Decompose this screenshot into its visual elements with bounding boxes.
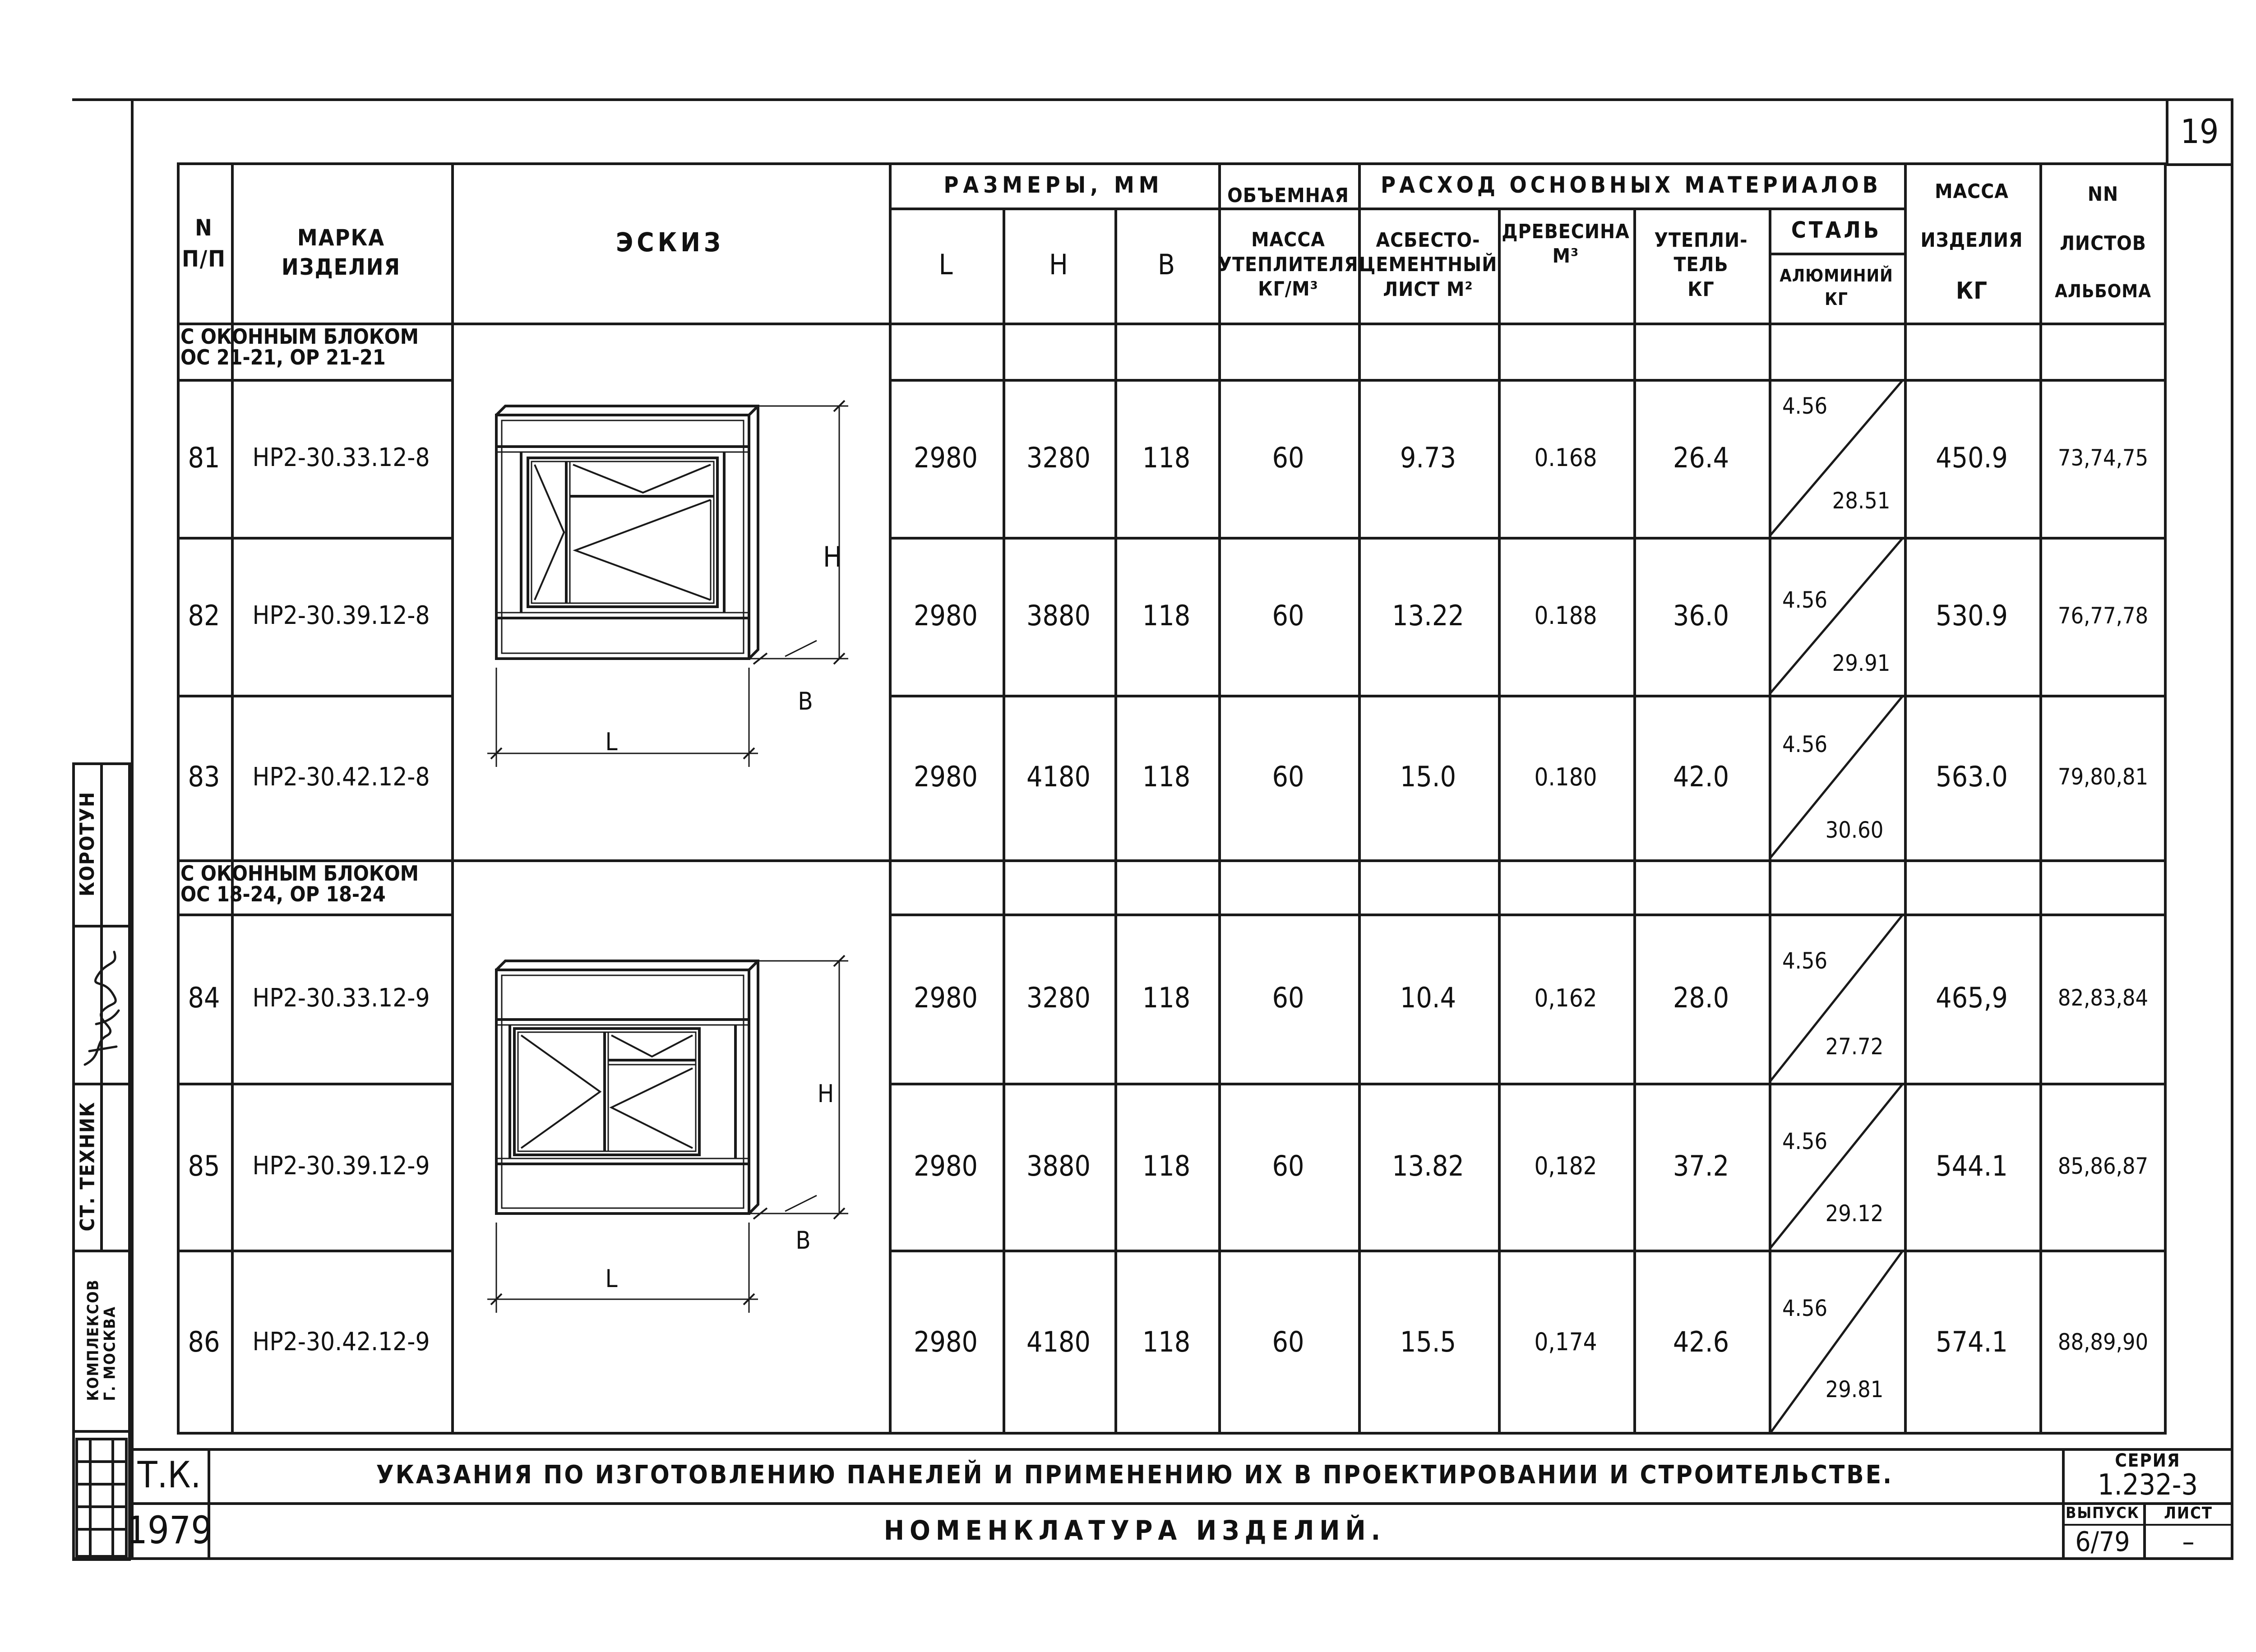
row-mark: НР2-30.42.12-8 (252, 762, 430, 792)
row-dim-h: 4180 (1026, 1325, 1091, 1358)
group-title-line1: С ОКОННЫМ БЛОКОМ (180, 861, 419, 886)
group-title (177, 323, 451, 379)
row-number: 86 (188, 1325, 220, 1358)
header-wood-line2: М³ (1552, 245, 1579, 268)
stamp-name (75, 767, 100, 920)
row-mass: 450.9 (1936, 441, 2008, 474)
header-sheets-line2: ЛИСТОВ (2060, 231, 2146, 255)
stamp-org-line2: Г. МОСКВА (101, 1306, 120, 1401)
signature-image (76, 938, 128, 1074)
header-insulation (1633, 208, 1769, 323)
row-dim-h: 3880 (1026, 599, 1091, 632)
row-dim-h: 3280 (1026, 441, 1091, 474)
header-asbestos (1358, 208, 1498, 323)
header-asbestos-line1: АСБЕСТО- (1376, 228, 1480, 252)
header-mark (231, 198, 451, 307)
header-mass (1904, 162, 2039, 323)
org-short: Т.К. (137, 1454, 201, 1496)
row-dim-b: 118 (1142, 981, 1191, 1015)
row-density: 60 (1272, 441, 1304, 474)
panel-sketch (478, 952, 875, 1358)
sketch-label-h: H (817, 1080, 834, 1108)
row-number: 82 (188, 599, 220, 632)
header-asbestos-line2: ЦЕМЕНТНЫЙ (1359, 253, 1498, 277)
header-bottom-line (177, 323, 2167, 325)
row-mark: НР2-30.42.12-9 (252, 1327, 430, 1357)
header-aluminium-line2: КГ (1825, 289, 1848, 309)
header-mass-line1: МАССА (1935, 180, 2009, 203)
row-dim-b: 118 (1142, 1325, 1191, 1358)
sketch-label-h: H (823, 540, 842, 573)
row-mark: НР2-30.33.12-8 (252, 443, 430, 473)
sketch-label-b: B (795, 1226, 811, 1255)
group-title-line1: С ОКОННЫМ БЛОКОМ (180, 324, 419, 349)
row-insulation: 28.0 (1673, 981, 1729, 1015)
header-sheets (2039, 162, 2167, 323)
side-stamp-row (72, 1430, 131, 1433)
side-stamp-row (72, 1083, 131, 1085)
header-aluminium-line1: АЛЮМИНИЙ (1780, 265, 1893, 286)
sketch-label-l: L (605, 1264, 618, 1293)
row-insulation: 42.6 (1673, 1325, 1729, 1358)
sheet-number: 19 (2180, 112, 2219, 152)
row-dim-b: 118 (1142, 760, 1191, 794)
stamp-org-line1: КОМПЛЕКСОВ (84, 1278, 102, 1401)
header-density (1218, 162, 1358, 323)
header-dim-l: L (938, 248, 953, 281)
header-wood (1498, 208, 1633, 323)
header-materials: РАСХОД ОСНОВНЫХ МАТЕРИАЛОВ (1381, 171, 1882, 198)
row-aluminium: 30.60 (1825, 817, 1884, 843)
year: 1979 (125, 1508, 213, 1553)
stamp-org-text (85, 1279, 119, 1401)
header-number-line1: N (195, 215, 213, 241)
header-density-line4: КГ/М³ (1258, 277, 1318, 300)
row-dim-b: 118 (1142, 1149, 1191, 1182)
row-sheets: 85,86,87 (2057, 1153, 2149, 1179)
row-dim-h: 4180 (1026, 760, 1091, 794)
row-sheets: 76,77,78 (2057, 602, 2149, 629)
row-density: 60 (1272, 599, 1304, 632)
row-dim-l: 2980 (914, 599, 978, 632)
header-sheets-line3: АЛЬБОМА (2055, 281, 2151, 302)
issue-value: 6/79 (2075, 1526, 2130, 1558)
row-steel: 4.56 (1782, 392, 1828, 419)
row-dim-b: 118 (1142, 441, 1191, 474)
col-line (451, 162, 454, 1435)
row-number: 84 (188, 981, 220, 1015)
frame-left-edge (131, 98, 134, 1560)
document-title: УКАЗАНИЯ ПО ИЗГОТОВЛЕНИЮ ПАНЕЛЕЙ И ПРИМЕНЕНИЮ ИХ В ПРОЕКТИРОВАНИИ И СТРОИТЕЛЬСТВЕ. (376, 1460, 1894, 1490)
row-wood: 0.180 (1534, 762, 1597, 791)
row-number: 83 (188, 760, 220, 794)
stamp-name-text: КОРОТУН (76, 791, 99, 896)
header-density-line1: ОБЪЕМНАЯ (1227, 184, 1349, 207)
row-insulation: 37.2 (1673, 1149, 1729, 1182)
row-dim-l: 2980 (914, 441, 978, 474)
frame-top-edge (72, 98, 2233, 101)
header-mass-line3: КГ (1956, 277, 1988, 305)
row-mark: НР2-30.39.12-8 (252, 601, 430, 631)
row-dim-h: 3880 (1026, 1149, 1091, 1182)
row-steel: 4.56 (1782, 1128, 1828, 1154)
org-logo-image (72, 1435, 131, 1561)
row-sheets: 88,89,90 (2057, 1329, 2149, 1355)
header-insulation-line3: КГ (1687, 277, 1715, 301)
header-wood-line1: ДРЕВЕСИНА (1502, 220, 1630, 243)
issue-label: ВЫПУСК (2066, 1504, 2140, 1523)
document-subtitle: НОМЕНКЛАТУРА ИЗДЕЛИЙ. (883, 1514, 1386, 1546)
row-aluminium: 29.91 (1832, 650, 1891, 676)
series-value: 1.232-3 (2097, 1468, 2198, 1502)
header-insulation-line2: ТЕЛЬ (1674, 253, 1729, 277)
row-number: 81 (188, 441, 220, 474)
group-title (177, 859, 451, 914)
row-steel: 4.56 (1782, 731, 1828, 757)
row-sheets: 73,74,75 (2057, 444, 2149, 471)
row-dim-l: 2980 (914, 1149, 978, 1182)
row-insulation: 36.0 (1673, 599, 1729, 632)
sheet-value: – (2182, 1526, 2195, 1558)
stamp-role-text: СТ. ТЕХНИК (76, 1101, 99, 1232)
row-mass: 574.1 (1936, 1325, 2008, 1358)
row-mass: 563.0 (1936, 760, 2008, 794)
row-asbestos: 15.5 (1400, 1325, 1456, 1358)
row-density: 60 (1272, 1325, 1304, 1358)
group-separator-line (177, 859, 2167, 862)
row-mass: 465,9 (1936, 981, 2008, 1015)
header-dim-h: H (1049, 248, 1068, 281)
row-dim-h: 3280 (1026, 981, 1091, 1015)
header-asbestos-line3: ЛИСТ М² (1383, 277, 1473, 301)
row-insulation: 42.0 (1673, 760, 1729, 794)
row-number: 85 (188, 1149, 220, 1182)
row-insulation: 26.4 (1673, 441, 1729, 474)
frame-right-edge (2231, 98, 2233, 1560)
row-mark: НР2-30.39.12-9 (252, 1151, 430, 1181)
sketch-label-b: B (798, 687, 813, 716)
stamp-org (75, 1254, 129, 1426)
row-density: 60 (1272, 760, 1304, 794)
header-mark-line2: ИЗДЕЛИЯ (281, 254, 401, 280)
row-mass: 530.9 (1936, 599, 2008, 632)
frame-top-left-margin (72, 98, 135, 101)
header-number (177, 198, 231, 289)
group-title-line2: ОС 18-24, ОР 18-24 (180, 882, 386, 906)
row-wood: 0.168 (1534, 443, 1597, 472)
row-asbestos: 13.82 (1392, 1149, 1464, 1182)
header-sketch: ЭСКИЗ (616, 226, 724, 258)
row-aluminium: 29.12 (1825, 1200, 1884, 1227)
header-mark-line1: МАРКА (297, 225, 385, 251)
row-aluminium: 28.51 (1832, 487, 1891, 514)
row-wood: 0,162 (1534, 983, 1597, 1012)
row-aluminium: 27.72 (1825, 1033, 1884, 1060)
row-dim-l: 2980 (914, 981, 978, 1015)
row-asbestos: 13.22 (1392, 599, 1464, 632)
row-dim-l: 2980 (914, 1325, 978, 1358)
header-dim-b: B (1157, 248, 1175, 281)
row-steel: 4.56 (1782, 947, 1828, 974)
header-insulation-line1: УТЕПЛИ- (1654, 228, 1748, 252)
row-sheets: 82,83,84 (2057, 985, 2149, 1011)
header-density-line2: МАССА (1251, 228, 1325, 252)
row-asbestos: 15.0 (1400, 760, 1456, 794)
row-steel: 4.56 (1782, 1295, 1828, 1321)
row-density: 60 (1272, 981, 1304, 1015)
header-steel: СТАЛЬ (1791, 217, 1882, 243)
row-dim-l: 2980 (914, 760, 978, 794)
panel-sketch (478, 397, 875, 803)
series-label: СЕРИЯ (2115, 1450, 2181, 1471)
row-density: 60 (1272, 1149, 1304, 1182)
row-aluminium: 29.81 (1825, 1376, 1884, 1403)
sketch-label-l: L (605, 728, 618, 757)
row-steel: 4.56 (1782, 586, 1828, 613)
row-dim-b: 118 (1142, 599, 1191, 632)
header-aluminium (1769, 253, 1904, 323)
side-stamp-row (72, 1250, 131, 1252)
sheet-label: ЛИСТ (2164, 1504, 2213, 1523)
row-mark: НР2-30.33.12-9 (252, 983, 430, 1013)
header-number-line2: П/П (182, 246, 226, 272)
group-title-line2: ОС 21-21, ОР 21-21 (180, 345, 386, 369)
side-stamp-row (72, 925, 131, 928)
header-density-line3: УТЕПЛИТЕЛЯ (1218, 253, 1359, 276)
row-asbestos: 10.4 (1400, 981, 1456, 1015)
row-wood: 0,174 (1534, 1328, 1597, 1357)
row-wood: 0,182 (1534, 1152, 1597, 1181)
header-dimensions: РАЗМЕРЫ, ММ (943, 171, 1164, 198)
row-asbestos: 9.73 (1400, 441, 1456, 474)
row-sheets: 79,80,81 (2057, 764, 2149, 790)
header-sheets-line1: NN (2087, 183, 2119, 206)
header-mass-line2: ИЗДЕЛИЯ (1920, 228, 2023, 252)
stamp-role (75, 1087, 100, 1245)
row-wood: 0.188 (1534, 601, 1597, 630)
row-mass: 544.1 (1936, 1149, 2008, 1182)
